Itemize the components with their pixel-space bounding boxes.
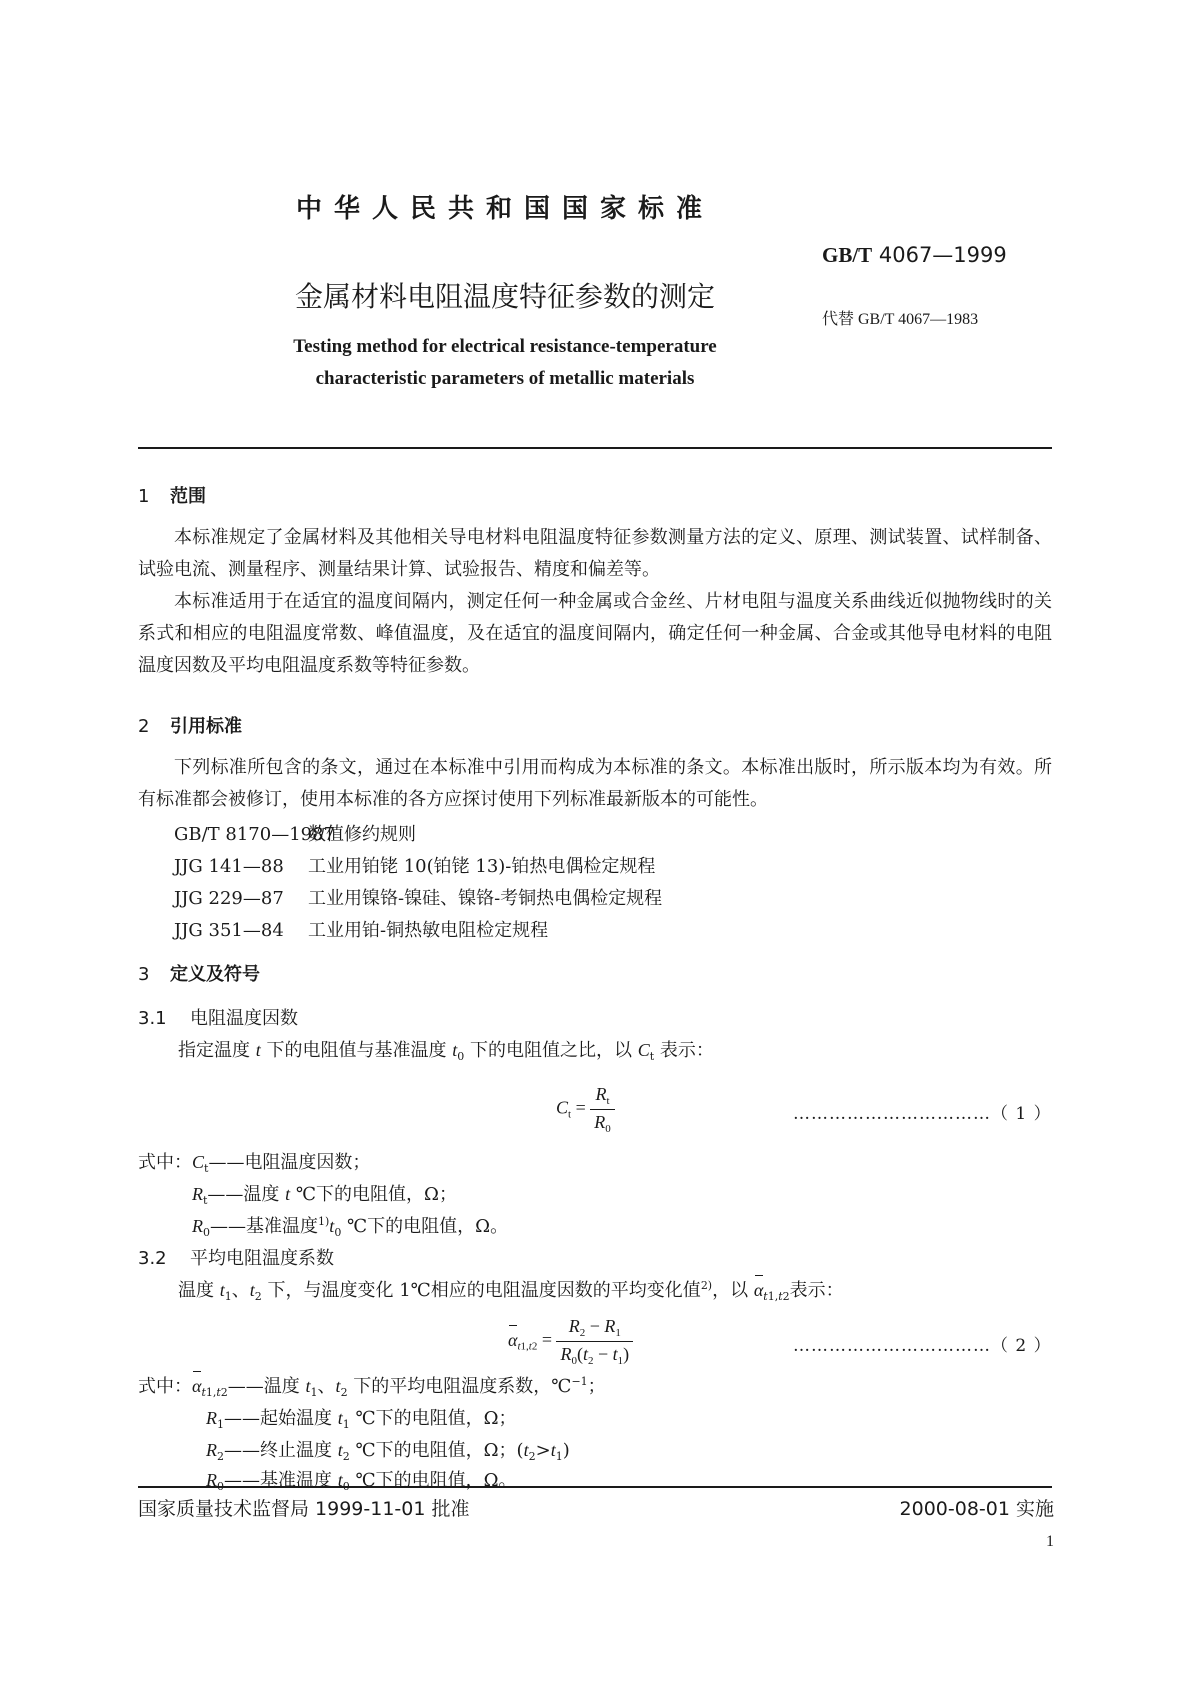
standard-code-prefix: GB/T <box>822 243 873 267</box>
reference-title: 工业用镍铬-镍硅、镍铬-考铜热电偶检定规程 <box>308 888 663 909</box>
formula-1-where-line-1: 式中：$C_t——$电阻温度因数； <box>138 1152 371 1175</box>
section-2-paragraph-1: 下列标准所包含的条文，通过在本标准中引用而构成为本标准的条文。本标准出版时，所示版本均为有效。所有标准都会被修订，使用本标准的各方应探讨使用下列标准最新版本的可能性。 <box>138 757 1052 810</box>
formula-2-where-line-3: $R_2——$终止温度 $t_2$ ℃下的电阻值，Ω；$(t_2>t_1)$ <box>206 1440 570 1463</box>
subsection-3-2-number: 3.2 <box>138 1248 167 1269</box>
section-1-number: 1 <box>138 486 150 507</box>
document-title-zh: 金属材料电阻温度特征参数的测定 <box>294 280 715 313</box>
footer-divider <box>138 1486 1052 1488</box>
reference-code: JJG 229—87 <box>174 888 284 909</box>
reference-item <box>174 916 548 942</box>
subsection-3-1-number: 3.1 <box>138 1008 167 1029</box>
formula-2-where-line-2: $R_1——$起始温度 $t_1$ ℃下的电阻值，Ω； <box>206 1408 517 1431</box>
section-3-title: 定义及符号 <box>170 964 260 985</box>
section-3-heading <box>138 960 260 986</box>
effective-date: 2000-08-01 实施 <box>899 1498 1054 1520</box>
reference-title: 工业用铂铑 10(铂铑 13)-铂热电偶检定规程 <box>308 856 656 877</box>
reference-code: GB/T 8170—1987 <box>174 824 336 845</box>
page-number: 1 <box>1046 1533 1054 1550</box>
reference-item <box>174 820 416 846</box>
subsection-3-2-intro: 温度 $t_1$、$t_2$ 下，与温度变化 1℃相应的电阻温度因数的平均变化值$^{2)}$，以 $\alpha_{t1,t2}$表示： <box>178 1279 844 1303</box>
formula-2: $\alpha_{t1,t2}$ = $\frac{R_2 - R_1}{R_0(t_2 - t_1)}$ <box>508 1316 633 1367</box>
standard-code <box>822 243 1007 268</box>
section-2-heading <box>138 712 242 738</box>
document-title-en-line-1: Testing method for electrical resistance-temperature <box>293 336 717 357</box>
approval-date: 国家质量技术监督局 1999-11-01 批准 <box>138 1498 470 1520</box>
reference-item <box>174 852 655 878</box>
section-2-title: 引用标准 <box>170 716 242 737</box>
reference-code: JJG 141—88 <box>174 856 284 877</box>
header-divider <box>138 447 1052 449</box>
section-1-paragraph-2: 本标准适用于在适宜的温度间隔内，测定任何一种金属或合金丝、片材电阻与温度关系曲线近似抛物线时的关系式和相应的电阻温度常数、峰值温度，及在适宜的温度间隔内，确定任何一种金属、合金或其他导电材料的电阻温度因数及平均电阻温度系数等特征参数。 <box>138 591 1052 676</box>
subsection-3-2-heading <box>138 1244 334 1270</box>
section-1-title: 范围 <box>170 486 206 507</box>
formula-2-number: ……………………………（ 2 ） <box>793 1336 1052 1356</box>
subsection-3-1-heading <box>138 1004 298 1030</box>
formula-1-where-line-2: $R_t——$温度 t ℃下的电阻值，Ω； <box>192 1184 457 1207</box>
reference-code: JJG 351—84 <box>174 920 284 941</box>
subsection-3-1-title: 电阻温度因数 <box>190 1008 298 1029</box>
formula-1-where-line-3: $R_0——$基准温度$^{1)}t_0$ ℃下的电阻值，Ω。 <box>192 1215 509 1239</box>
subsection-3-1-intro: 指定温度 t 下的电阻值与基准温度 $t_0$ 下的电阻值之比，以 $C_t$ 表示： <box>178 1040 714 1063</box>
formula-2-where-line-4: $R_0——$基准温度 $t_0$ ℃下的电阻值，Ω。 <box>206 1470 517 1493</box>
reference-item <box>174 884 662 910</box>
reference-title: 工业用铂-铜热敏电阻检定规程 <box>308 920 549 941</box>
formula-1: $C_t$ = $\frac{R_t}{R_0}$ <box>556 1084 615 1135</box>
reference-title: 数值修约规则 <box>308 824 416 845</box>
section-1-heading <box>138 482 206 508</box>
section-3-number: 3 <box>138 964 150 985</box>
document-title-en-line-2: characteristic parameters of metallic materials <box>315 368 695 389</box>
subsection-3-2-title: 平均电阻温度系数 <box>190 1248 334 1269</box>
replaces-standard: 代替 GB/T 4067—1983 <box>822 311 979 328</box>
standard-code-number: 4067—1999 <box>872 243 1007 267</box>
national-standard-heading: 中华人民共和国国家标准 <box>295 194 714 224</box>
formula-2-where-line-1: 式中：$\alpha_{t1,t2}——$温度 $t_1$、$t_2$ 下的平均电阻温度系数，℃$^{-1}$； <box>138 1375 606 1399</box>
section-2-number: 2 <box>138 716 150 737</box>
formula-1-number: ……………………………（ 1 ） <box>793 1104 1052 1124</box>
section-1-paragraph-1: 本标准规定了金属材料及其他相关导电材料电阻温度特征参数测量方法的定义、原理、测试装置、试样制备、试验电流、测量程序、测量结果计算、试验报告、精度和偏差等。 <box>138 527 1052 580</box>
